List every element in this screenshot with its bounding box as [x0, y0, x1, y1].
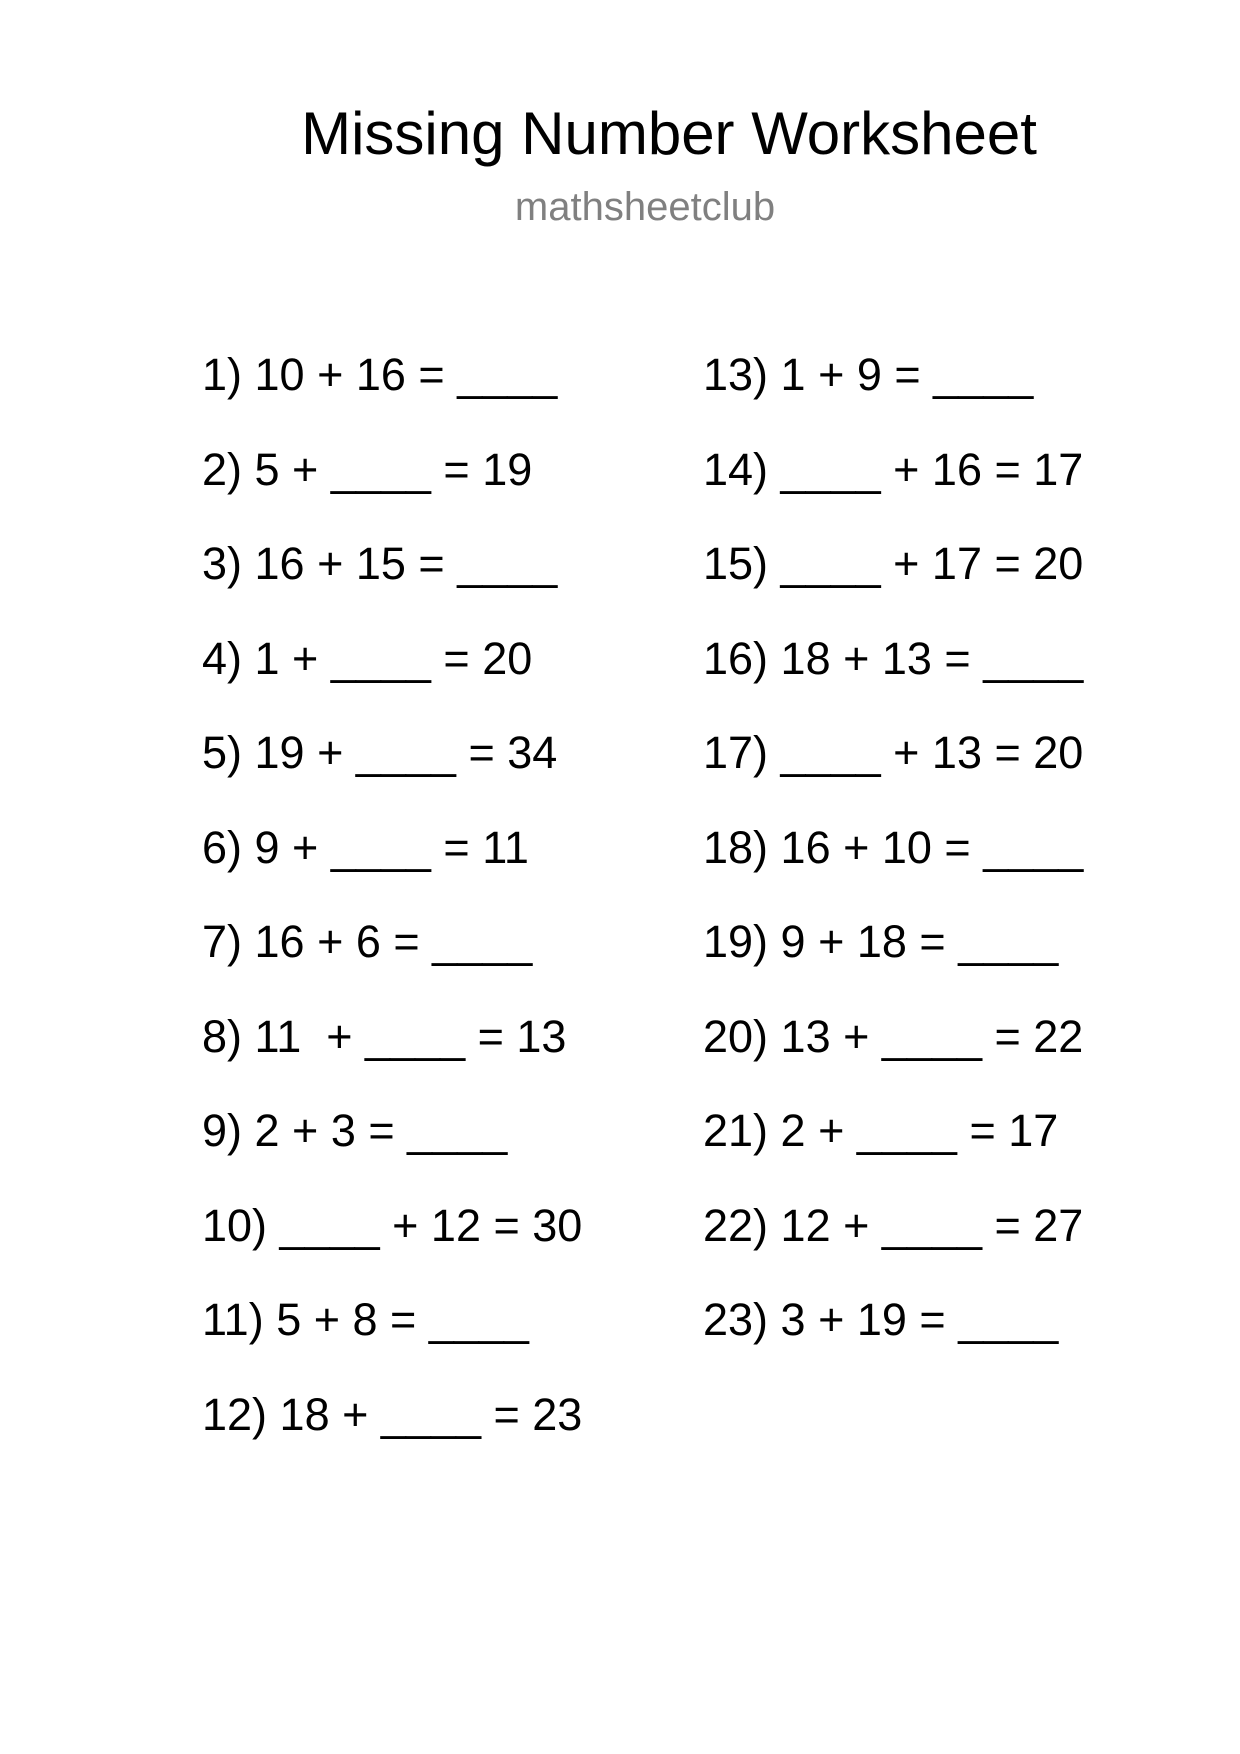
problem-item: 23) 3 + 19 = ____	[703, 1294, 1059, 1345]
problems-right-column	[703, 349, 1083, 1389]
problem-item: 19) 9 + 18 = ____	[703, 916, 1059, 967]
problem-item: 16) 18 + 13 = ____	[703, 632, 1084, 684]
problem-item: 14) ____ + 16 = 17	[703, 443, 1084, 495]
problem-item: 3) 16 + 15 = ____	[202, 538, 558, 589]
problem-item: 11) 5 + 8 = ____	[202, 1294, 529, 1345]
problem-item: 20) 13 + ____ = 22	[703, 1010, 1084, 1062]
problem-item: 8) 11 + ____ = 13	[202, 1010, 567, 1062]
problem-item: 12) 18 + ____ = 23	[202, 1388, 583, 1440]
problem-item: 21) 2 + ____ = 17	[703, 1105, 1059, 1156]
problem-item: 18) 16 + 10 = ____	[703, 821, 1084, 873]
problem-item: 9) 2 + 3 = ____	[202, 1105, 508, 1156]
problems-left-column	[202, 349, 582, 1483]
problem-item: 5) 19 + ____ = 34	[202, 727, 558, 778]
problem-item: 17) ____ + 13 = 20	[703, 727, 1084, 778]
problem-item: 22) 12 + ____ = 27	[703, 1199, 1084, 1251]
problem-item: 10) ____ + 12 = 30	[202, 1199, 583, 1251]
problem-item: 4) 1 + ____ = 20	[202, 632, 533, 684]
problem-item: 7) 16 + 6 = ____	[202, 916, 533, 967]
problem-item: 13) 1 + 9 = ____	[703, 349, 1034, 400]
problem-item: 15) ____ + 17 = 20	[703, 538, 1084, 589]
problem-item: 1) 10 + 16 = ____	[202, 349, 558, 400]
worksheet-title: Missing Number Worksheet	[301, 100, 1037, 167]
worksheet-subtitle: mathsheetclub	[514, 185, 776, 229]
problem-item: 2) 5 + ____ = 19	[202, 443, 533, 495]
problem-item: 6) 9 + ____ = 11	[202, 821, 529, 873]
